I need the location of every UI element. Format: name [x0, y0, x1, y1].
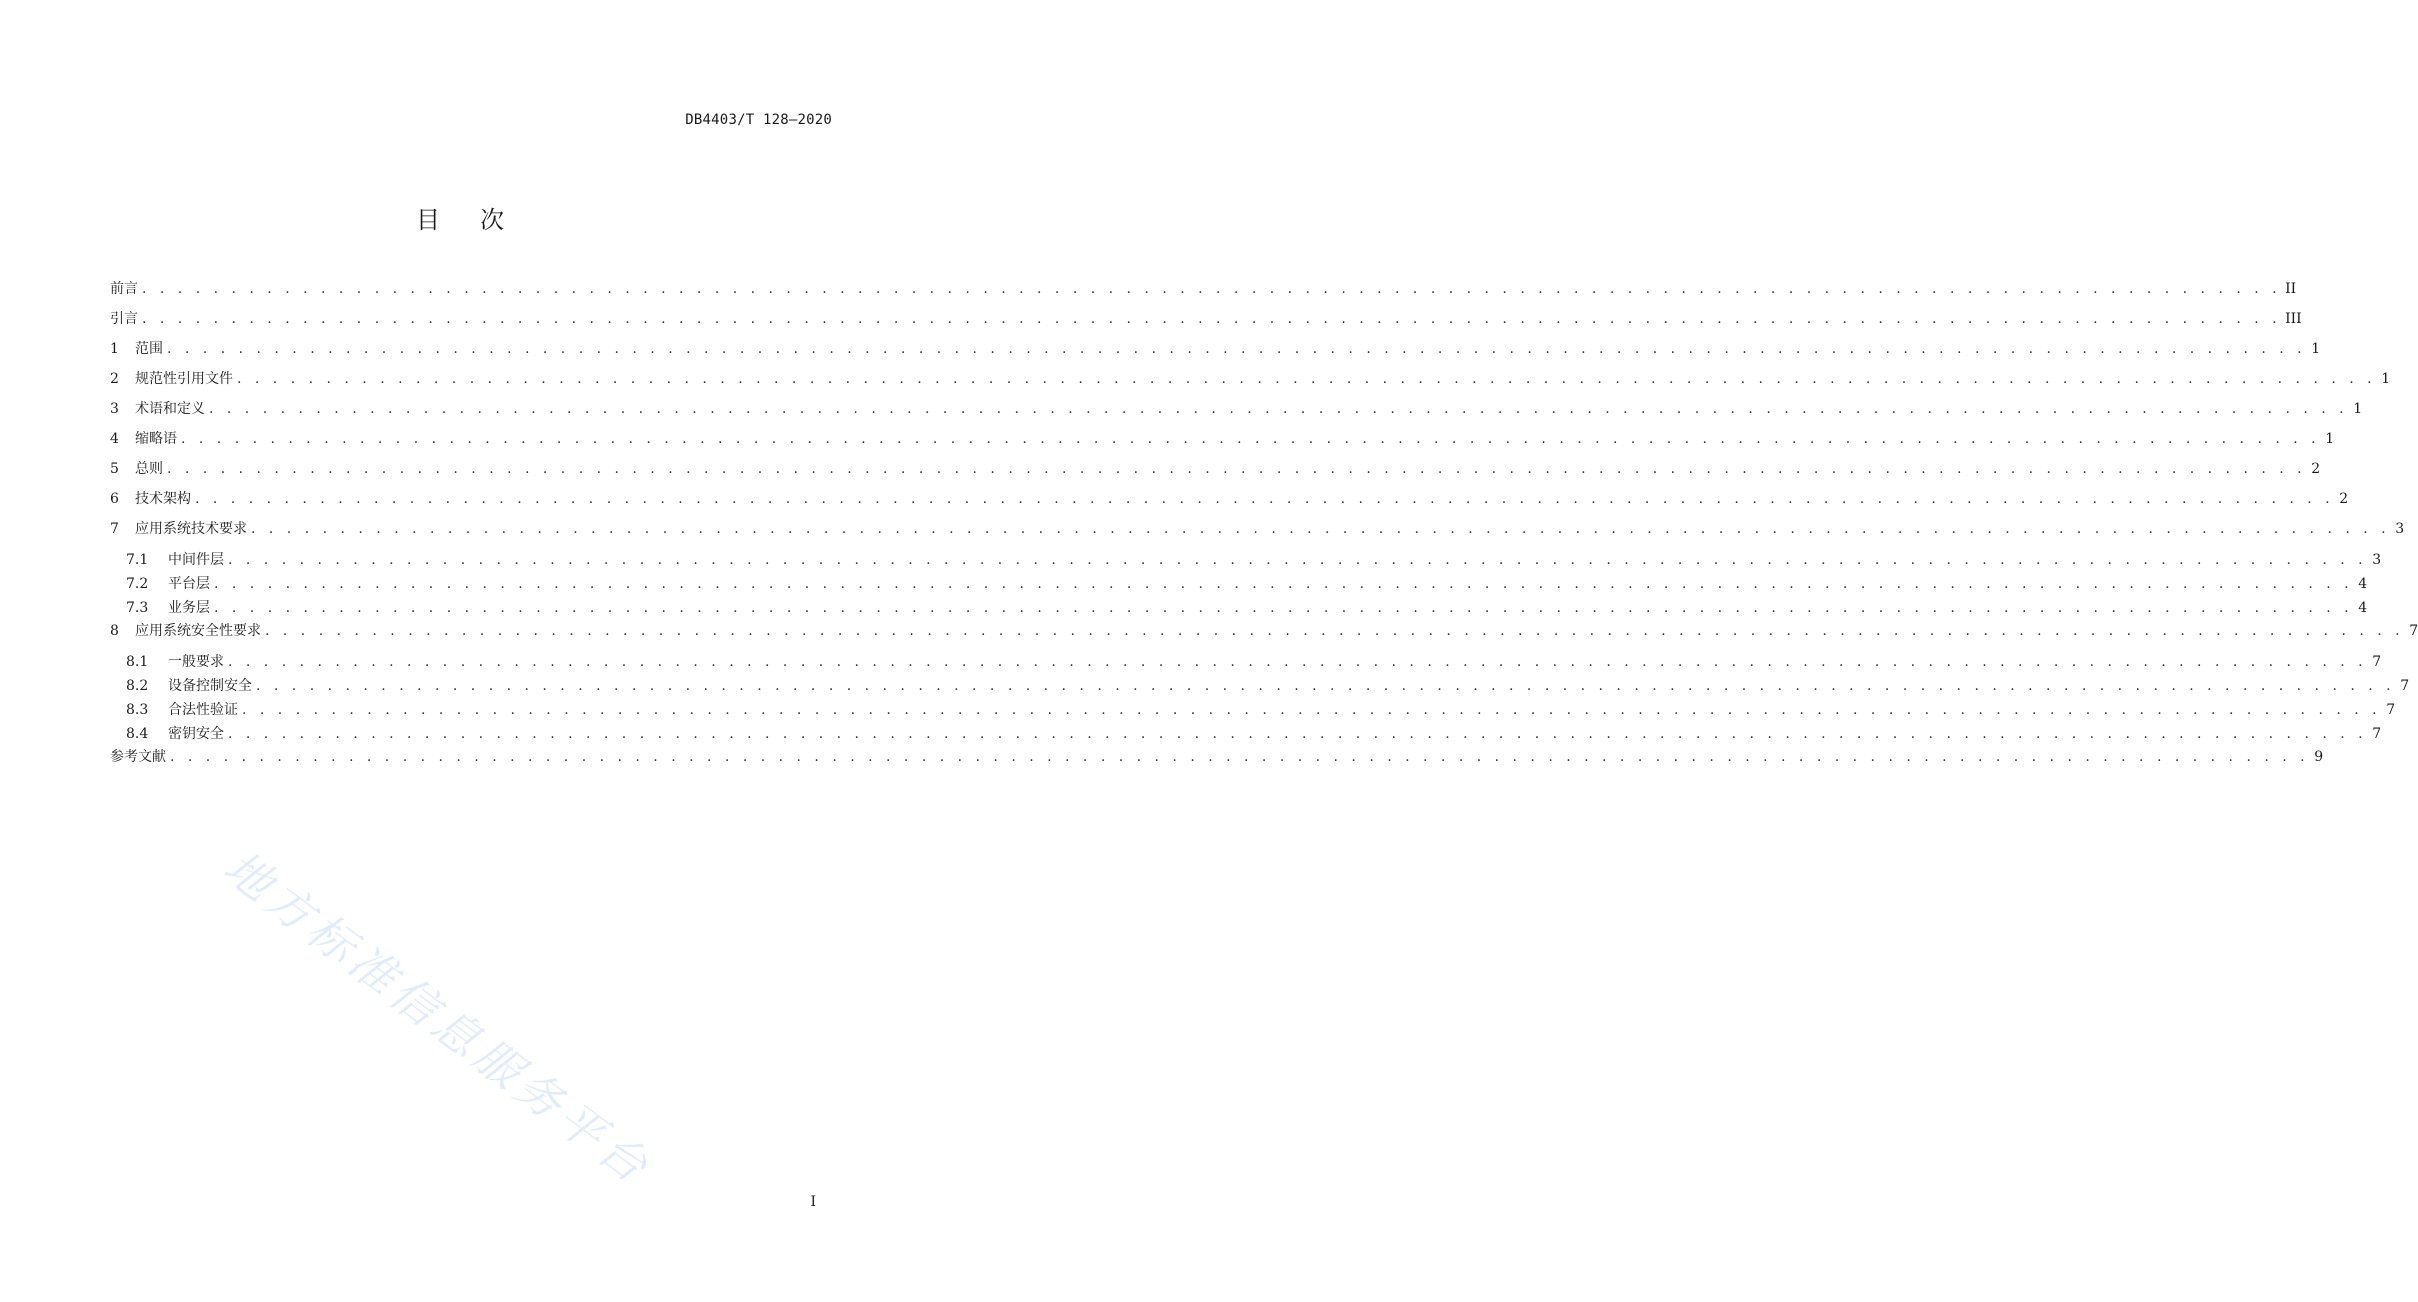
toc-entry[interactable]	[110, 548, 2382, 572]
toc-entry[interactable]	[110, 596, 2368, 620]
toc-entry-number: 4	[110, 431, 119, 447]
toc-dot-leader: . . . . . . . . . . . . . . . . . . . . . . . . . . . . . . . . . . . . . . . . . . . . . . . . . . . . . . . . . . . . . . . . . . . . . . . . . . . . . . . . . . . . . . . . . . . . . . . . . . . . . . . . . . . . . . . . . . . . . . . .	[228, 654, 2368, 670]
toc-entry-page: III	[2285, 311, 2302, 327]
toc-entry-page: II	[2285, 281, 2297, 297]
toc-entry-number: 8	[110, 623, 119, 639]
toc-entry-number: 8.1	[126, 654, 149, 670]
toc-entry-number: 6	[110, 491, 119, 507]
toc-entry-page: 7	[2372, 726, 2382, 742]
toc-entry-title: 中间件层	[168, 552, 224, 568]
toc-entry-number: 8.4	[126, 726, 149, 742]
toc-entry[interactable]	[110, 308, 2302, 338]
toc-entry-title: 应用系统安全性要求	[135, 623, 261, 639]
toc-entry[interactable]	[110, 518, 2405, 548]
toc-entry-number: 7.3	[126, 600, 149, 616]
watermark: 地方标准信息服务平台	[213, 839, 662, 1196]
toc-entry-number: 7.2	[126, 576, 149, 592]
toc-entry-page: 1	[2325, 431, 2335, 447]
toc-entry-page: 3	[2395, 521, 2405, 537]
toc-entry-page: 1	[2353, 401, 2363, 417]
toc-entry[interactable]	[110, 428, 2335, 458]
toc-entry-number: 2	[110, 371, 119, 387]
toc-dot-leader: . . . . . . . . . . . . . . . . . . . . . . . . . . . . . . . . . . . . . . . . . . . . . . . . . . . . . . . . . . . . . . . . . . . . . . . . . . . . . . . . . . . . . . . . . . . . . . . . . . . . . . . . . . . . . . . . . . . . . . . .	[242, 702, 2382, 718]
toc-dot-leader: . . . . . . . . . . . . . . . . . . . . . . . . . . . . . . . . . . . . . . . . . . . . . . . . . . . . . . . . . . . . . . . . . . . . . . . . . . . . . . . . . . . . . . . . . . . . . . . . . . . . . . . . . . . . . . . . . . . . . . . .	[214, 576, 2354, 592]
toc-entry-number: 8.2	[126, 678, 149, 694]
toc-dot-leader: . . . . . . . . . . . . . . . . . . . . . . . . . . . . . . . . . . . . . . . . . . . . . . . . . . . . . . . . . . . . . . . . . . . . . . . . . . . . . . . . . . . . . . . . . . . . . . . . . . . . . . . . . . . . . . . . . . . . . . . .	[228, 552, 2368, 568]
toc-dot-leader: . . . . . . . . . . . . . . . . . . . . . . . . . . . . . . . . . . . . . . . . . . . . . . . . . . . . . . . . . . . . . . . . . . . . . . . . . . . . . . . . . . . . . . . . . . . . . . . . . . . . . . . . . . . . . . . . . . . . . . . .	[251, 521, 2391, 537]
toc-entry-title: 参考文献	[110, 749, 166, 765]
toc-entry[interactable]	[110, 488, 2349, 518]
toc-entry-title: 总则	[135, 461, 163, 477]
toc-dot-leader: . . . . . . . . . . . . . . . . . . . . . . . . . . . . . . . . . . . . . . . . . . . . . . . . . . . . . . . . . . . . . . . . . . . . . . . . . . . . . . . . . . . . . . . . . . . . . . . . . . . . . . . . . . . . . . . . . . . . . . . .	[142, 281, 2282, 297]
toc-entry-number: 7.1	[126, 552, 149, 568]
toc-entry-number: 7	[110, 521, 119, 537]
toc-entry-page: 7	[2409, 623, 2418, 639]
toc-entry[interactable]	[110, 398, 2363, 428]
toc-dot-leader: . . . . . . . . . . . . . . . . . . . . . . . . . . . . . . . . . . . . . . . . . . . . . . . . . . . . . . . . . . . . . . . . . . . . . . . . . . . . . . . . . . . . . . . . . . . . . . . . . . . . . . . . . . . . . . . . . . . . . . . .	[237, 371, 2377, 387]
toc-dot-leader: . . . . . . . . . . . . . . . . . . . . . . . . . . . . . . . . . . . . . . . . . . . . . . . . . . . . . . . . . . . . . . . . . . . . . . . . . . . . . . . . . . . . . . . . . . . . . . . . . . . . . . . . . . . . . . . . . . . . . . . .	[170, 749, 2310, 765]
toc-entry-title: 一般要求	[168, 654, 224, 670]
toc-entry[interactable]	[110, 650, 2382, 674]
toc-entry-page: 1	[2381, 371, 2391, 387]
toc-dot-leader: . . . . . . . . . . . . . . . . . . . . . . . . . . . . . . . . . . . . . . . . . . . . . . . . . . . . . . . . . . . . . . . . . . . . . . . . . . . . . . . . . . . . . . . . . . . . . . . . . . . . . . . . . . . . . . . . . . . . . . . .	[209, 401, 2349, 417]
toc-entry-title: 应用系统技术要求	[135, 521, 247, 537]
toc-entry-page: 2	[2311, 461, 2321, 477]
toc-entry-page: 1	[2311, 341, 2321, 357]
toc-entry-title: 合法性验证	[168, 702, 238, 718]
toc-entry[interactable]	[110, 368, 2391, 398]
toc-entry-page: 7	[2386, 702, 2396, 718]
toc-entry-title: 技术架构	[135, 491, 191, 507]
toc-entry[interactable]	[110, 278, 2297, 308]
toc-entry[interactable]	[110, 620, 2418, 650]
toc-entry[interactable]	[110, 572, 2368, 596]
toc-entry[interactable]	[110, 698, 2396, 722]
toc-entry[interactable]	[110, 722, 2382, 746]
toc-entry-page: 9	[2314, 749, 2324, 765]
toc-dot-leader: . . . . . . . . . . . . . . . . . . . . . . . . . . . . . . . . . . . . . . . . . . . . . . . . . . . . . . . . . . . . . . . . . . . . . . . . . . . . . . . . . . . . . . . . . . . . . . . . . . . . . . . . . . . . . . . . . . . . . . . .	[195, 491, 2335, 507]
toc-entry-page: 4	[2358, 600, 2368, 616]
toc-dot-leader: . . . . . . . . . . . . . . . . . . . . . . . . . . . . . . . . . . . . . . . . . . . . . . . . . . . . . . . . . . . . . . . . . . . . . . . . . . . . . . . . . . . . . . . . . . . . . . . . . . . . . . . . . . . . . . . . . . . . . . . .	[167, 341, 2307, 357]
toc-entry[interactable]	[110, 746, 2324, 776]
toc-entry-number: 5	[110, 461, 119, 477]
toc-entry-title: 术语和定义	[135, 401, 205, 417]
page-title: 目次	[416, 206, 544, 234]
toc-entry-title: 缩略语	[135, 431, 177, 447]
toc-entry[interactable]	[110, 674, 2410, 698]
toc-dot-leader: . . . . . . . . . . . . . . . . . . . . . . . . . . . . . . . . . . . . . . . . . . . . . . . . . . . . . . . . . . . . . . . . . . . . . . . . . . . . . . . . . . . . . . . . . . . . . . . . . . . . . . . . . . . . . . . . . . . . . . . .	[167, 461, 2307, 477]
toc-entry-title: 规范性引用文件	[135, 371, 233, 387]
toc-entry-page: 4	[2358, 576, 2368, 592]
toc-entry-number: 8.3	[126, 702, 149, 718]
toc-entry-title: 平台层	[168, 576, 210, 592]
toc-entry-title: 引言	[110, 311, 138, 327]
toc-entry-page: 7	[2400, 678, 2410, 694]
toc-entry[interactable]	[110, 338, 2321, 368]
toc-dot-leader: . . . . . . . . . . . . . . . . . . . . . . . . . . . . . . . . . . . . . . . . . . . . . . . . . . . . . . . . . . . . . . . . . . . . . . . . . . . . . . . . . . . . . . . . . . . . . . . . . . . . . . . . . . . . . . . . . . . . . . . .	[265, 623, 2405, 639]
toc-entry-number: 3	[110, 401, 119, 417]
page-number: I	[810, 1194, 816, 1210]
toc-dot-leader: . . . . . . . . . . . . . . . . . . . . . . . . . . . . . . . . . . . . . . . . . . . . . . . . . . . . . . . . . . . . . . . . . . . . . . . . . . . . . . . . . . . . . . . . . . . . . . . . . . . . . . . . . . . . . . . . . . . . . . . .	[256, 678, 2396, 694]
toc-dot-leader: . . . . . . . . . . . . . . . . . . . . . . . . . . . . . . . . . . . . . . . . . . . . . . . . . . . . . . . . . . . . . . . . . . . . . . . . . . . . . . . . . . . . . . . . . . . . . . . . . . . . . . . . . . . . . . . . . . . . . . . .	[228, 726, 2368, 742]
toc-entry-page: 7	[2372, 654, 2382, 670]
document-code: DB4403/T 128—2020	[685, 112, 832, 128]
table-of-contents	[110, 278, 2418, 776]
toc-entry-title: 设备控制安全	[168, 678, 252, 694]
toc-entry-title: 前言	[110, 281, 138, 297]
toc-entry-title: 业务层	[168, 600, 210, 616]
toc-dot-leader: . . . . . . . . . . . . . . . . . . . . . . . . . . . . . . . . . . . . . . . . . . . . . . . . . . . . . . . . . . . . . . . . . . . . . . . . . . . . . . . . . . . . . . . . . . . . . . . . . . . . . . . . . . . . . . . . . . . . . . . .	[142, 311, 2282, 327]
toc-entry-page: 2	[2339, 491, 2349, 507]
toc-entry-page: 3	[2372, 552, 2382, 568]
toc-entry-title: 范围	[135, 341, 163, 357]
toc-entry-number: 1	[110, 341, 119, 357]
toc-entry-title: 密钥安全	[168, 726, 224, 742]
toc-dot-leader: . . . . . . . . . . . . . . . . . . . . . . . . . . . . . . . . . . . . . . . . . . . . . . . . . . . . . . . . . . . . . . . . . . . . . . . . . . . . . . . . . . . . . . . . . . . . . . . . . . . . . . . . . . . . . . . . . . . . . . . .	[181, 431, 2321, 447]
toc-entry[interactable]	[110, 458, 2321, 488]
toc-dot-leader: . . . . . . . . . . . . . . . . . . . . . . . . . . . . . . . . . . . . . . . . . . . . . . . . . . . . . . . . . . . . . . . . . . . . . . . . . . . . . . . . . . . . . . . . . . . . . . . . . . . . . . . . . . . . . . . . . . . . . . . .	[214, 600, 2354, 616]
